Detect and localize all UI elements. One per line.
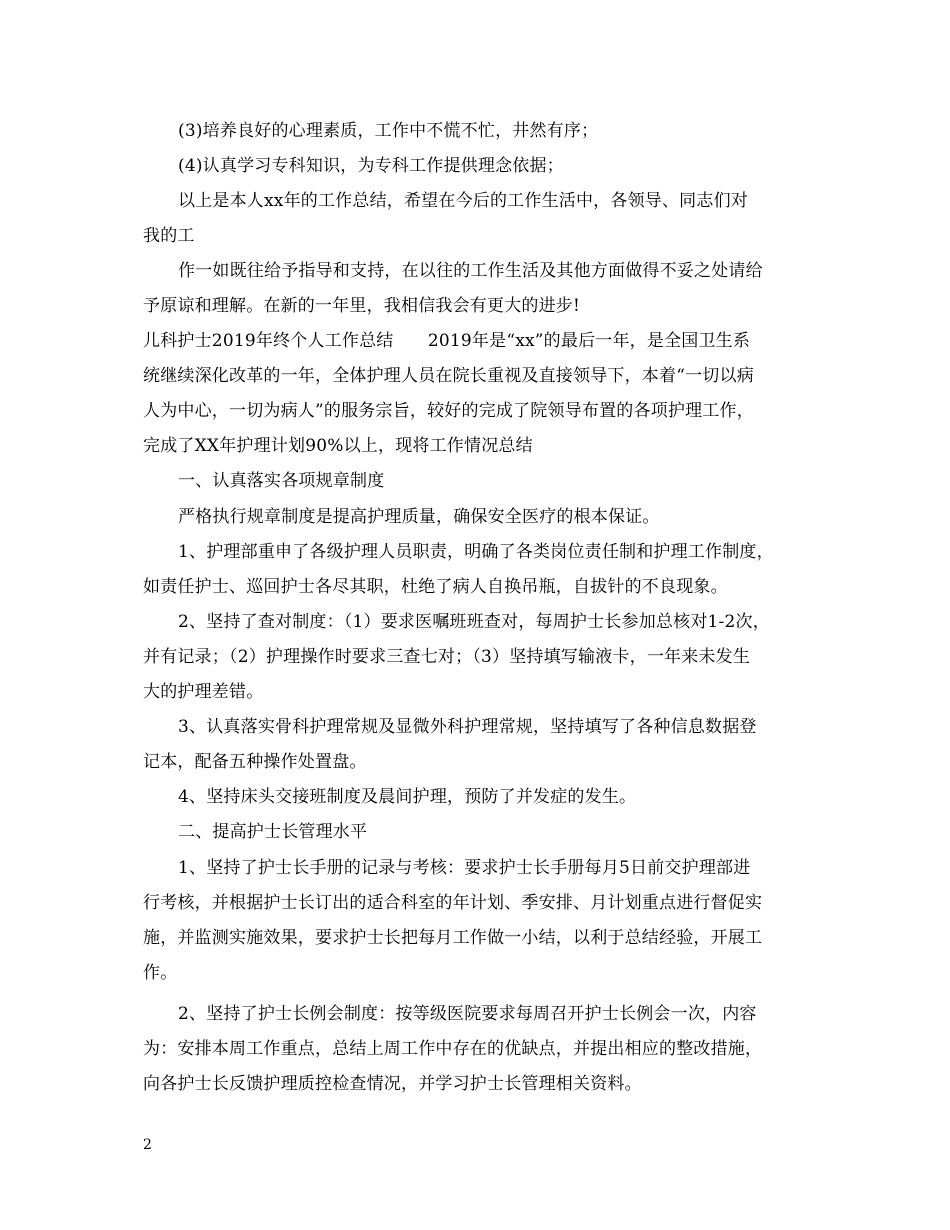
page-number: 2 <box>143 1137 152 1153</box>
text-line: 向各护士长反馈护理质控检查情况，并学习护士长管理相关资料。 <box>143 1074 642 1094</box>
text-line: 我的工 <box>143 226 195 246</box>
text-line: 3、认真落实骨科护理常规及显微外科护理常规，坚持填写了各种信息数据登 <box>178 717 757 737</box>
text-line: 记本，配备五种操作处置盘。 <box>143 752 367 772</box>
text-line: 作。 <box>143 963 178 983</box>
text-line: 予原谅和理解。在新的一年里，我相信我会有更大的进步! <box>143 296 581 316</box>
text-line: 1、护理部重申了各级护理人员职责，明确了各类岗位责任制和护理工作制度， <box>178 542 774 562</box>
text-line: 2、坚持了查对制度：（1）要求医嘱班班查对，每周护士长参加总核对1-2次， <box>178 612 770 632</box>
text-line: 作一如既往给予指导和支持，在以往的工作生活及其他方面做得不妥之处请给 <box>178 261 763 281</box>
text-line: 行考核，并根据护士长订出的适合科室的年计划、季安排、月计划重点进行督促实 <box>143 893 763 913</box>
text-line: 儿科护士2019年终个人工作总结 2019年是“xx”的最后一年，是全国卫生系 <box>143 331 751 351</box>
text-line: 2、坚持了护士长例会制度：按等级医院要求每周召开护士长例会一次，内容 <box>178 1004 757 1024</box>
text-line: 施，并监测实施效果，要求护士长把每月工作做一小结，以利于总结经验，开展工 <box>143 928 763 948</box>
text-line: 并有记录；（2）护理操作时要求三查七对；（3）坚持填写输液卡，一年来未发生 <box>143 647 751 667</box>
text-line: 统继续深化改革的一年，全体护理人员在院长重视及直接领导下，本着“一切以病 <box>143 366 754 386</box>
text-line: 以上是本人xx年的工作总结，希望在今后的工作生活中，各领导、同志们对 <box>178 191 748 211</box>
text-line: 为：安排本周工作重点，总结上周工作中存在的优缺点，并提出相应的整改措施， <box>143 1039 763 1059</box>
text-line: 人为中心，一切为病人”的服务宗旨，较好的完成了院领导布置的各项护理工作， <box>143 401 754 421</box>
text-line: 完成了XX年护理计划90%以上，现将工作情况总结 <box>143 436 533 456</box>
section-heading: 二、提高护士长管理水平 <box>178 822 368 842</box>
text-line: (4)认真学习专科知识，为专科工作提供理念依据； <box>178 156 564 176</box>
text-line: 大的护理差错。 <box>143 682 264 702</box>
text-line: 4、坚持床头交接班制度及晨间护理，预防了并发症的发生。 <box>178 787 637 807</box>
text-line: 如责任护士、巡回护士各尽其职，杜绝了病人自换吊瓶，自拔针的不良现象。 <box>143 577 728 597</box>
text-line: (3)培养良好的心理素质，工作中不慌不忙，井然有序； <box>178 121 599 141</box>
section-heading: 一、认真落实各项规章制度 <box>178 471 385 491</box>
text-line: 1、坚持了护士长手册的记录与考核：要求护士长手册每月5日前交护理部进 <box>178 858 751 878</box>
text-line: 严格执行规章制度是提高护理质量，确保安全医疗的根本保证。 <box>178 507 660 527</box>
